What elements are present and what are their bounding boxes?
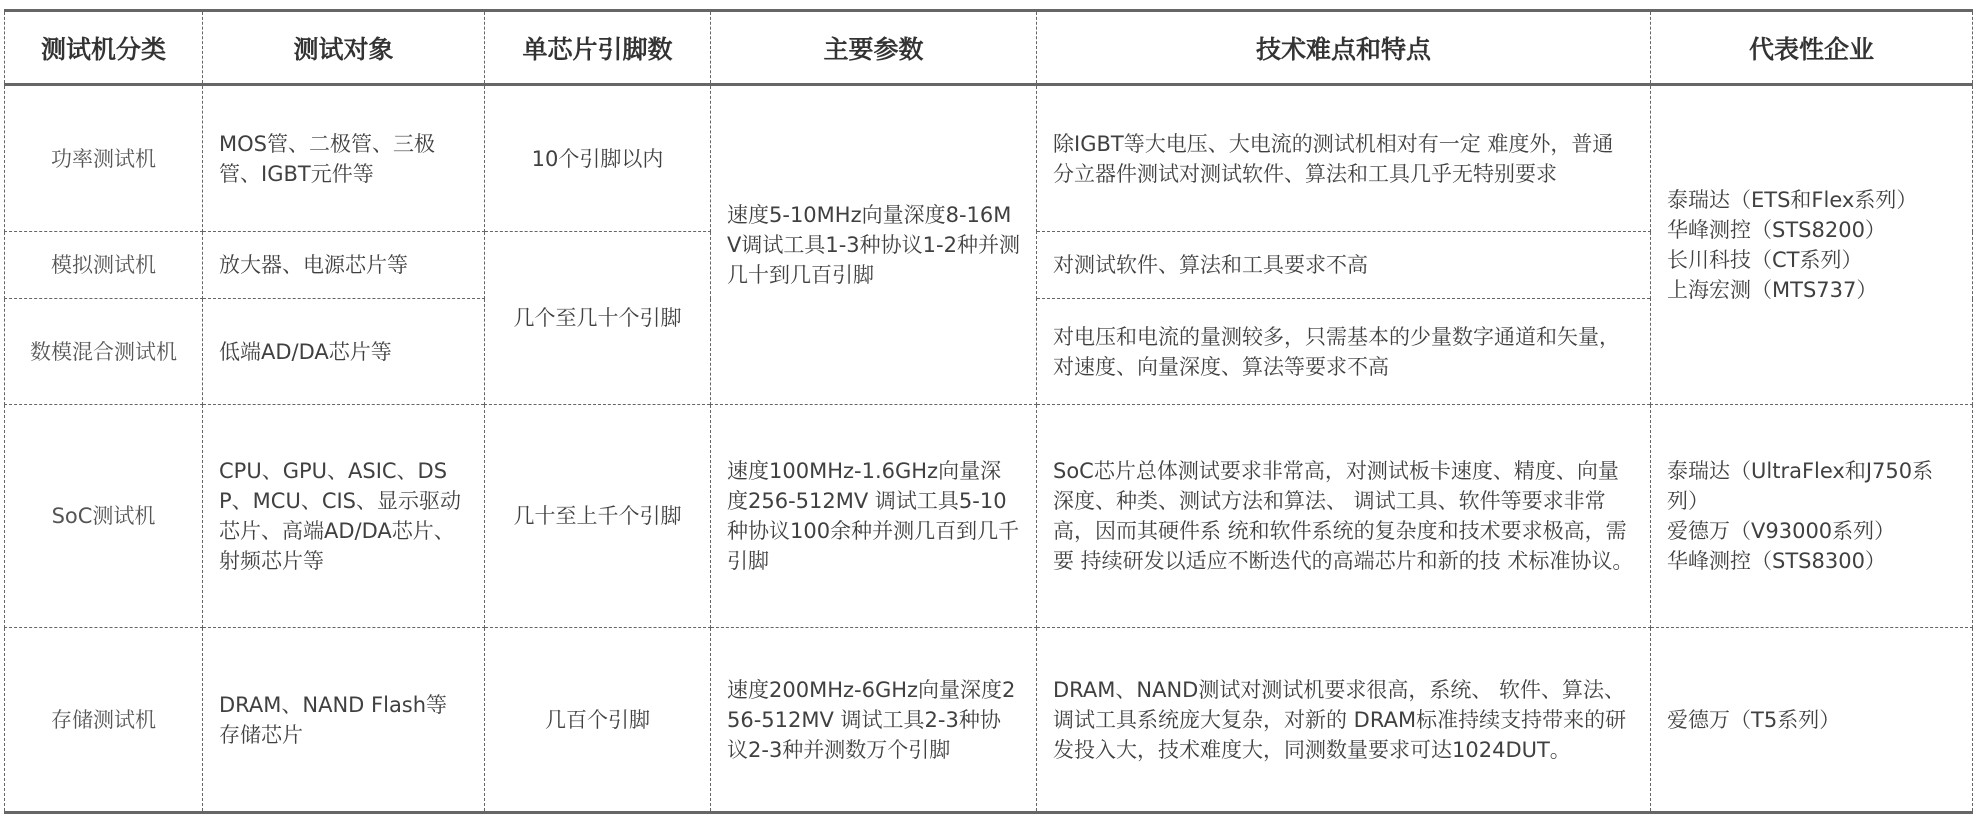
company-item: 泰瑞达（UltraFlex和J750系列） [1667,459,1934,513]
table-row-soc [5,405,1973,628]
companies-cell [1651,628,1973,813]
category-cell: SoC测试机 [5,405,203,628]
tester-comparison-table-container [4,9,1972,814]
company-item: 华峰测控（STS8200） [1667,218,1886,242]
company-item: 上海宏测（MTS737） [1667,278,1878,302]
table-row-memory [5,628,1973,813]
header-difficulty: 技术难点和特点 [1037,11,1651,85]
pins-cell: 10个引脚以内 [485,85,711,232]
category-cell: 存储测试机 [5,628,203,813]
category-cell: 模拟测试机 [5,232,203,299]
header-object: 测试对象 [203,11,485,85]
header-row [5,11,1973,85]
params-cell: 速度100MHz-1.6GHz向量深度256-512MV 调试工具5-10种协议100余种并测几百到几千引脚 [711,405,1037,628]
company-item: 爱德万（T5系列） [1667,707,1841,732]
header-companies: 代表性企业 [1651,11,1973,85]
category-cell: 功率测试机 [5,85,203,232]
object-cell: 放大器、电源芯片等 [203,232,485,299]
company-item: 泰瑞达（ETS和Flex系列） [1667,188,1918,212]
table-row-power [5,85,1973,232]
header-category: 测试机分类 [5,11,203,85]
difficulty-cell: SoC芯片总体测试要求非常高，对测试板卡速度、精度、向量深度、种类、测试方法和算法、 调试工具、软件等要求非常高，因而其硬件系 统和软件系统的复杂度和技术要求极高，需要 持续研发以适应不断迭代的高端芯片和新的技 术标准协议。 [1037,405,1651,628]
object-cell: MOS管、二极管、三极管、IGBT元件等 [203,85,485,232]
category-cell: 数模混合测试机 [5,299,203,405]
company-item: 爱德万（V93000系列） [1667,519,1896,543]
pins-cell-shared: 几个至几十个引脚 [485,232,711,405]
companies-cell-shared [1651,85,1973,405]
object-cell: 低端AD/DA芯片等 [203,299,485,405]
params-cell: 速度200MHz-6GHz向量深度256-512MV 调试工具2-3种协议2-3种并测数万个引脚 [711,628,1037,813]
difficulty-cell: DRAM、NAND测试对测试机要求很高，系统、 软件、算法、调试工具系统庞大复杂，对新的 DRAM标准持续支持带来的研发投入大，技术难度大，同测数量要求可达1024DUT。 [1037,628,1651,813]
pins-cell: 几百个引脚 [485,628,711,813]
header-params: 主要参数 [711,11,1037,85]
difficulty-cell: 对电压和电流的量测较多，只需基本的少量数字通道和矢量，对速度、向量深度、算法等要求不高 [1037,299,1651,405]
company-item: 华峰测控（STS8300） [1667,549,1886,573]
object-cell: CPU、GPU、ASIC、DSP、MCU、CIS、显示驱动芯片、高端AD/DA芯片、射频芯片等 [203,405,485,628]
object-cell: DRAM、NAND Flash等存储芯片 [203,628,485,813]
params-cell-shared: 速度5-10MHz向量深度8-16MV调试工具1-3种协议1-2种并测几十到几百引脚 [711,85,1037,405]
difficulty-cell: 对测试软件、算法和工具要求不高 [1037,232,1651,299]
pins-cell: 几十至上千个引脚 [485,405,711,628]
companies-cell [1651,405,1973,628]
header-pins: 单芯片引脚数 [485,11,711,85]
company-item: 长川科技（CT系列） [1667,248,1863,272]
difficulty-cell: 除IGBT等大电压、大电流的测试机相对有一定 难度外，普通分立器件测试对测试软件、算法和工具几乎无特别要求 [1037,85,1651,232]
tester-comparison-table [4,9,1973,814]
